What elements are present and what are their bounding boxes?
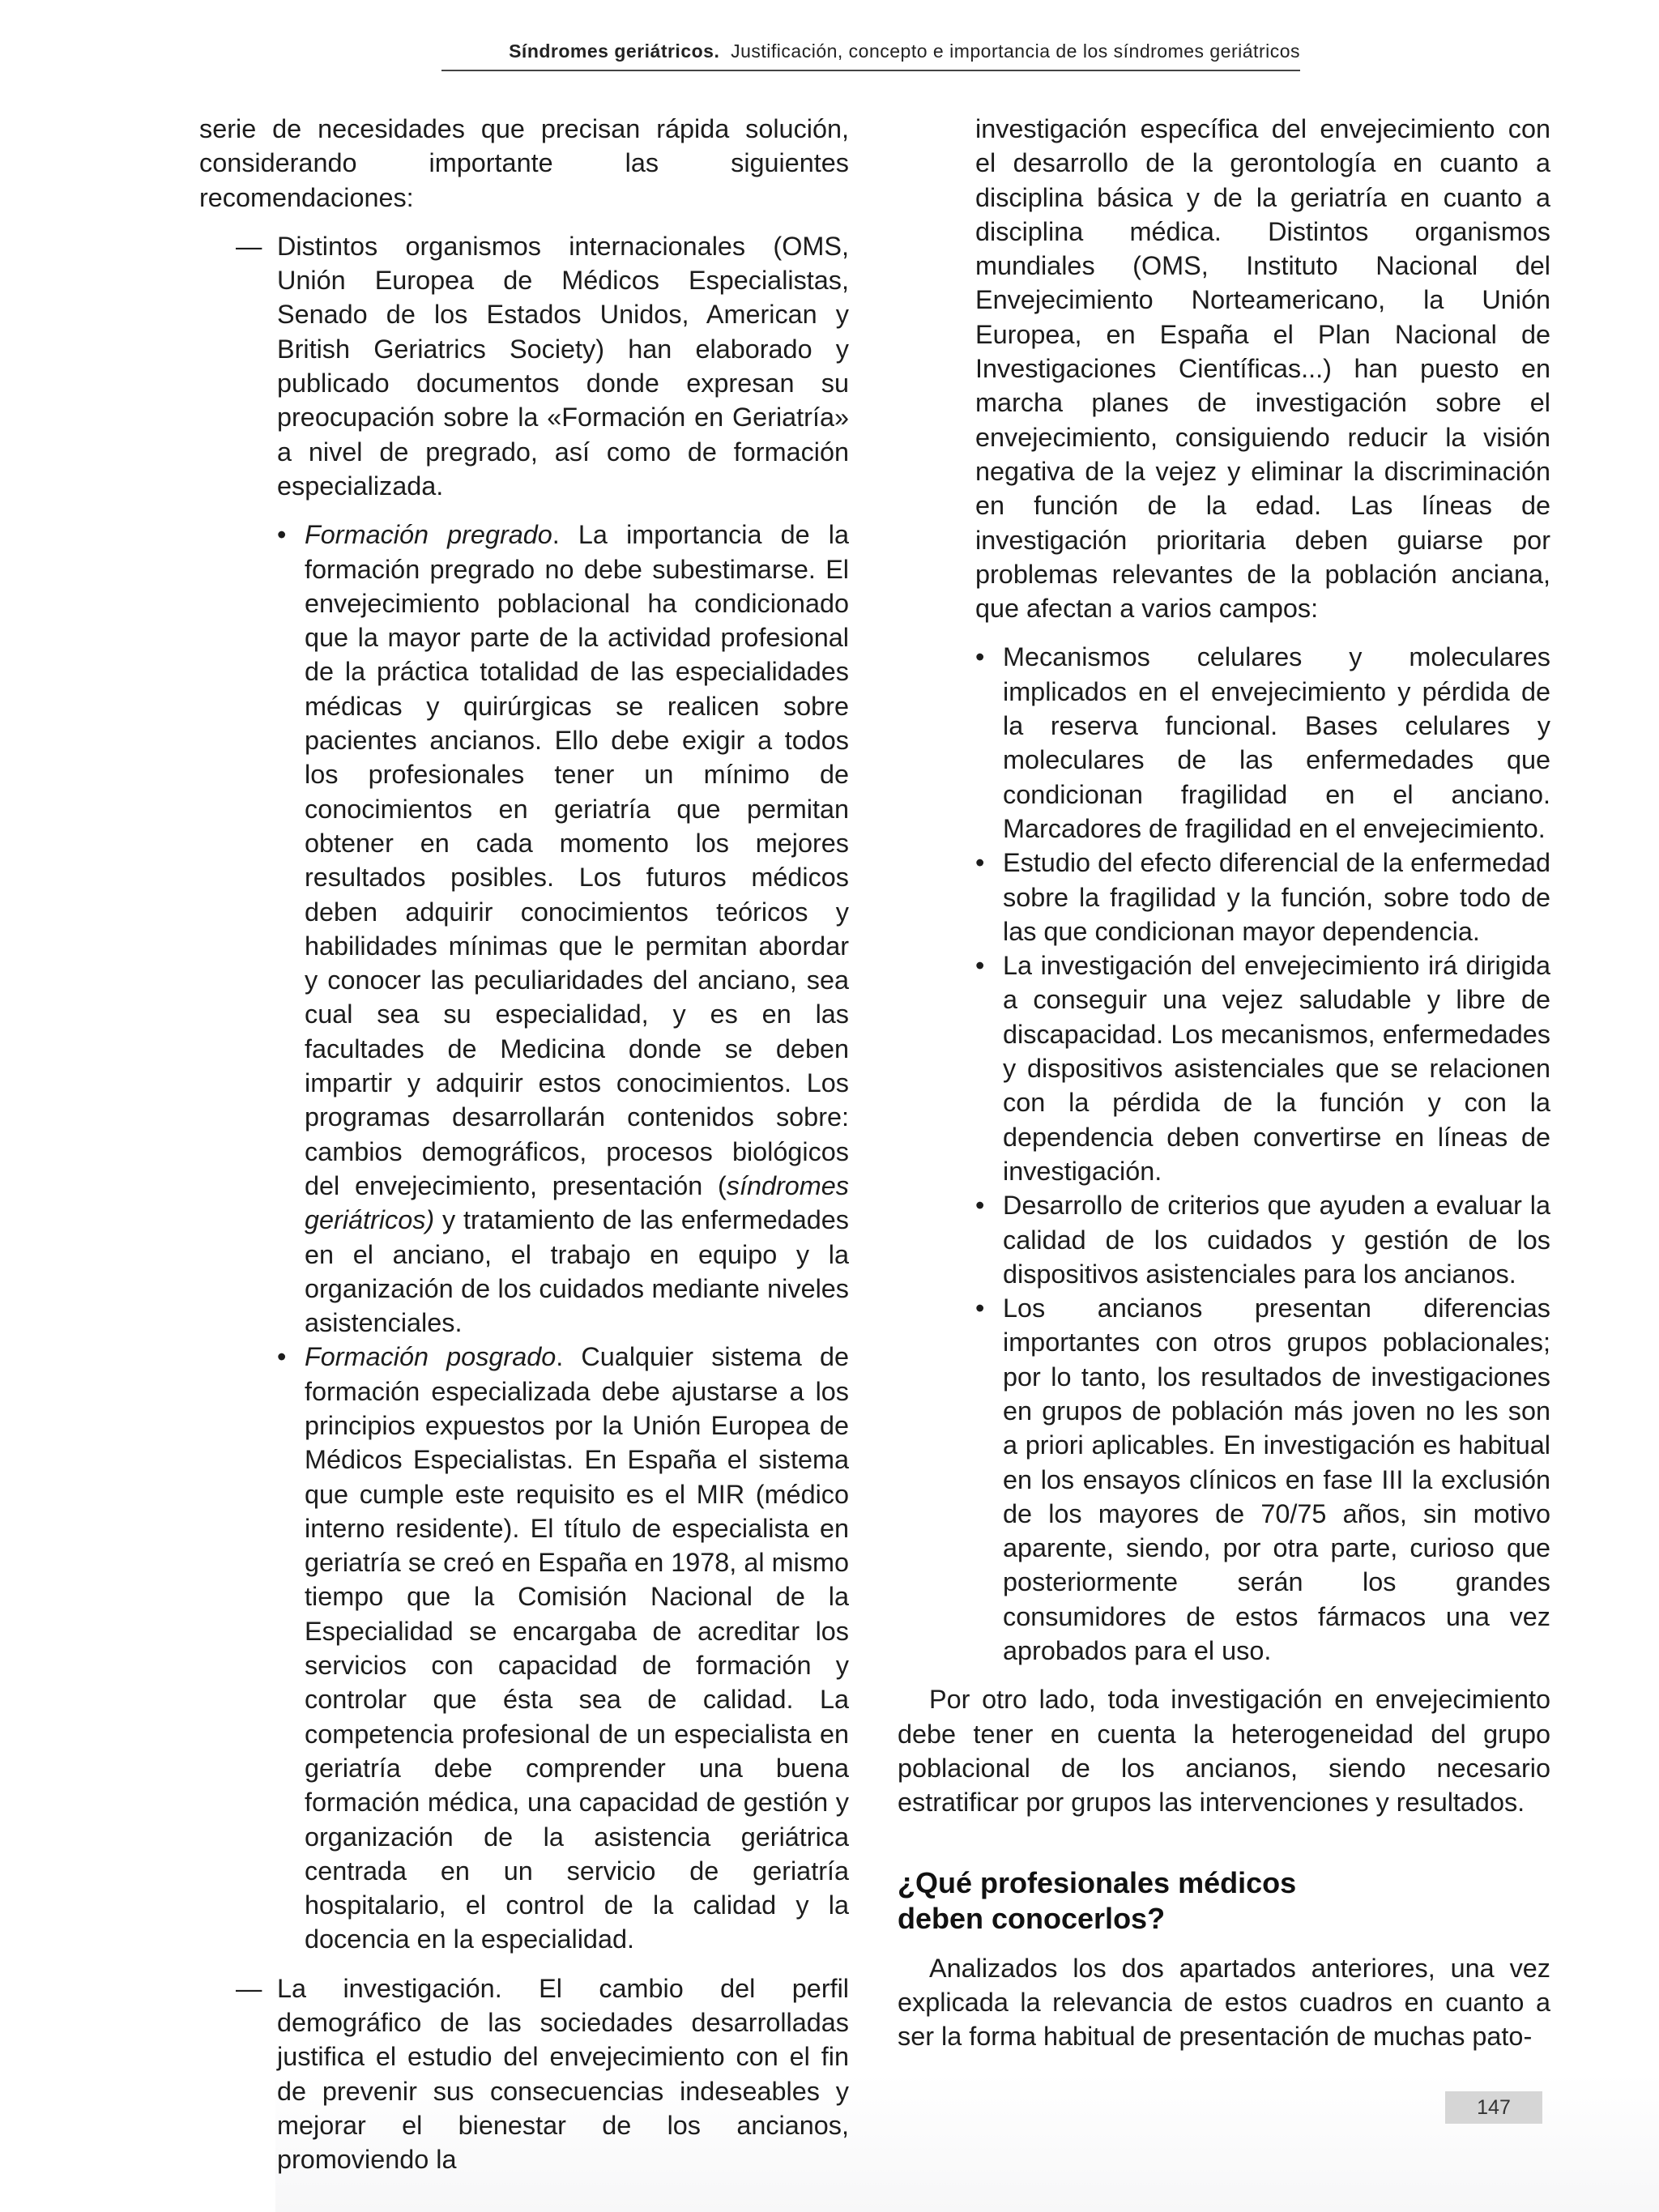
list-item-text: Los ancianos presentan diferencias importantes con otros grupos poblacionales; por lo tanto, los resultados de investigaciones en grupos de población más joven no les son a priori aplicables. En investigación es habitual en los ensayos clínicos en fase III la exclusión de los mayores de 70/75 años, sin motivo aparente, siendo, por otra parte, curioso que posteriormente serán los grandes consumidores de estos fármacos una vez aprobados para el uso. <box>1003 1294 1550 1666</box>
bullet-posgrado-label: Formación posgrado <box>305 1342 557 1372</box>
bullet-marker: • <box>975 848 985 878</box>
list-item <box>975 1291 1550 1668</box>
bullet-marker: • <box>975 642 985 672</box>
bullet-pregrado-body-a: . La importancia de la formación pregrado no debe subestimarse. El envejecimiento poblacional ha condicionado que la mayor parte de la actividad profesional de la práctica totalidad de las especialidades médicas y quirúrgicas se realicen sobre pacientes ancianos. Ello debe exigir a todos los profesionales tener un mínimo de conocimientos en geriatría que permitan obtener en cada momento los mejores resultados posibles. Los futuros médicos deben adquirir conocimientos teóricos y habilidades mínimas que le permitan abordar y conocer las peculiaridades del anciano, sea cual sea su especialidad, y es en las facultades de Medicina donde se deben impartir y adquirir estos conocimientos. Los programas desarrollarán contenidos sobre: cambios demográficos, procesos biológicos del envejecimiento, presentación ( <box>305 520 849 1200</box>
header-chapter: Justificación, concepto e importancia de los síndromes geriátricos <box>731 40 1300 62</box>
bullet-pregrado-body-b: y tratamiento de las enfermedades en el anciano, el trabajo en equipo y la organización de los cuidados mediante niveles asistenciales. <box>305 1205 849 1338</box>
page-number: 147 <box>1445 2091 1542 2124</box>
list-item-text: La investigación del envejecimiento irá dirigida a conseguir una vejez saludable y libre de discapacidad. Los mecanismos, enfermedades y dispositivos asistenciales que se relacionen con la pérdida de la función y con la dependencia deben convertirse en líneas de investigación. <box>1003 951 1550 1186</box>
list-item <box>975 1188 1550 1291</box>
research-bullet-list <box>975 640 1550 1668</box>
bullet-item-posgrado <box>277 1340 849 1956</box>
bullet-posgrado-text <box>305 1340 849 1956</box>
header-divider <box>441 70 1300 71</box>
list-item <box>975 846 1550 948</box>
left-intro-paragraph: serie de necesidades que precisan rápida solución, considerando importante las siguientes recomendaciones: <box>199 114 849 212</box>
bullet-pregrado-label: Formación pregrado <box>305 520 552 550</box>
dash-item-investigacion <box>199 1971 849 2177</box>
dash-item-text: La investigación. El cambio del perfil demográfico de las sociedades desarrolladas justifica el estudio del envejecimiento con el fin de prevenir sus consecuencias indeseables y mejorar el bienestar de los ancianos, promoviendo la <box>277 1973 849 2175</box>
dash-item-organismos <box>199 229 849 503</box>
list-item <box>975 948 1550 1188</box>
formation-bullet-list <box>277 518 849 1956</box>
bullet-pregrado-text <box>305 518 849 1340</box>
list-item <box>975 640 1550 846</box>
heterogeneity-paragraph: Por otro lado, toda investigación en envejecimiento debe tener en cuenta la heterogeneidad del grupo poblacional de los ancianos, siendo necesario estratificar por grupos las intervenciones y resultados. <box>898 1685 1550 1818</box>
running-header <box>441 40 1300 62</box>
closing-paragraph: Analizados los dos apartados anteriores, una vez explicada la relevancia de estos cuadros en cuanto a ser la forma habitual de presentación de muchas pato- <box>898 1953 1550 2052</box>
bullet-marker: • <box>277 1342 287 1372</box>
list-item-text: Mecanismos celulares y moleculares implicados en el envejecimiento y pérdida de la reserva funcional. Bases celulares y moleculares de las enfermedades que condicionan fragilidad en el anciano. Marcadores de fragilidad en el envejecimiento. <box>1003 642 1550 843</box>
heading-line-2: deben conocerlos? <box>898 1901 1166 1935</box>
right-column <box>898 112 1550 2053</box>
bullet-marker: • <box>975 1191 985 1221</box>
header-section: Síndromes geriátricos. <box>509 40 720 62</box>
right-intro-paragraph: investigación específica del envejecimiento con el desarrollo de la gerontología en cuanto a disciplina básica y de la geriatría en cuanto a disciplina médica. Distintos organismos mundiales (OMS, Instituto Nacional del Envejecimiento Norteamericano, la Unión Europea, en España el Plan Nacional de Investigaciones Científicas...) han puesto en marcha planes de investigación sobre el envejecimiento, consiguiendo reducir la visión negativa de la vejez y eliminar la discriminación en función de la edad. Las líneas de investigación prioritaria deben guiarse por problemas relevantes de la población anciana, que afectan a varios campos: <box>975 114 1550 624</box>
bullet-marker: • <box>975 951 985 981</box>
bullet-posgrado-body: . Cualquier sistema de formación especializada debe ajustarse a los principios expuestos por la Unión Europea de Médicos Especialistas. En España el sistema que cumple este requisito es el MIR (médico interno residente). El título de especialista en geriatría se creó en España en 1978, al mismo tiempo que la Comisión Nacional de la Especialidad se encargaba de acreditar los servicios con capacidad de formación y controlar que ésta sea de calidad. La competencia profesional de un especialista en geriatría debe comprender una buena formación médica, una capacidad de gestión y organización de la asistencia geriátrica centrada en un servicio de geriatría hospitalario, el control de la calidad y la docencia en la especialidad. <box>305 1342 849 1954</box>
bullet-item-pregrado <box>277 518 849 1340</box>
dash-item-text: Distintos organismos internacionales (OMS, Unión Europea de Médicos Especialistas, Senado de los Estados Unidos, American y British Geriatrics Society) han elaborado y publicado documentos donde expresan su preocupación sobre la «Formación en Geriatría» a nivel de pregrado, así como de formación especializada. <box>277 231 849 501</box>
dash-marker: — <box>236 1973 262 2003</box>
list-item-text: Desarrollo de criterios que ayuden a evaluar la calidad de los cuidados y gestión de los dispositivos asistenciales para los ancianos. <box>1003 1191 1550 1289</box>
list-item-text: Estudio del efecto diferencial de la enfermedad sobre la fragilidad y la función, sobre todo de las que condicionan mayor dependencia. <box>1003 848 1550 946</box>
bullet-marker: • <box>277 520 287 550</box>
section-heading <box>898 1865 1550 1937</box>
dash-marker: — <box>236 231 262 261</box>
bullet-marker: • <box>975 1294 985 1323</box>
left-column <box>199 112 849 2177</box>
heading-line-1: ¿Qué profesionales médicos <box>898 1865 1297 1899</box>
bullet-pregrado-italic: síndromes geriátricos) <box>305 1170 849 1235</box>
